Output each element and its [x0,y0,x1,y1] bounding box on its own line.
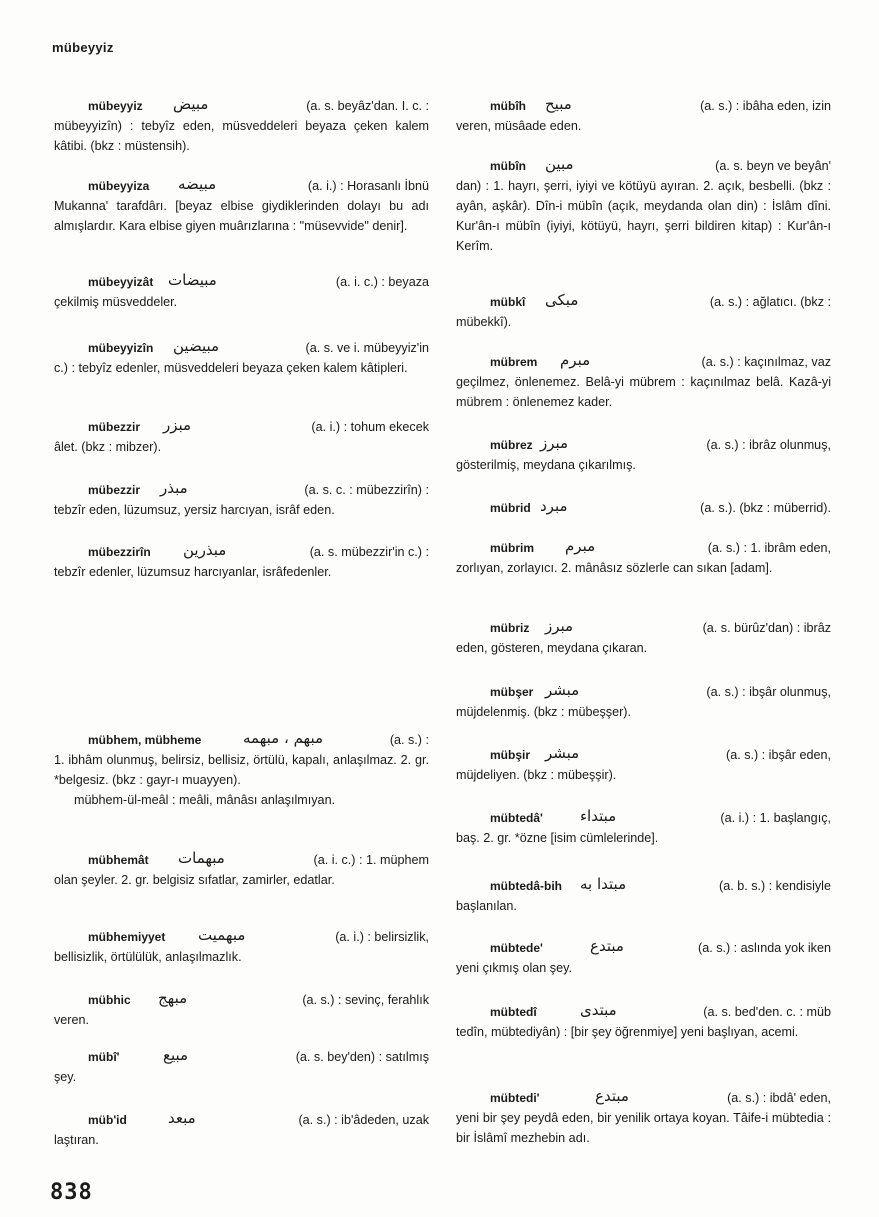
headword: mübrez [490,438,533,452]
headword: mübrem [490,355,538,369]
definition-body: müjdelenmiş. (bkz : mübeşşer). [456,705,631,719]
definition-start: (a. s. beyn ve beyân' [715,159,831,173]
definition-body: gösterilmiş, meydana çıkarılmış. [456,458,636,472]
arabic-script: مبشر [545,744,580,762]
definition-start: (a. s.) : aslında yok iken [698,941,831,955]
arabic-script: مبيضين [173,337,220,355]
arabic-script: مبتدع [590,937,624,955]
arabic-script: مبهميت [198,926,246,944]
definition-start: (a. s. ve i. mübeyyiz'in [305,341,429,355]
dictionary-entry [54,542,429,582]
dictionary-entry [456,618,831,658]
arabic-script: مبتدى [580,1001,617,1019]
definition-body: veren. [54,1013,90,1027]
definition-body: 1. ibhâm olunmuş, belirsiz, bellisiz, örtülü, kapalı, anlaşılmaz. 2. gr. *belgesiz. (bkz : gayr-ı muayyen). [54,753,429,787]
definition-start: (a. s. bürûz'dan) : ibrâz [702,621,831,635]
dictionary-entry [54,417,429,457]
definition-body: geçilmez, önlenemez. Belâ-yi mübrem : kaçınılmaz belâ. Kazâ-yi mübrem : önlenemez kader. [456,375,831,409]
dictionary-entry [456,498,831,518]
headword: mübezzir [88,420,141,434]
dictionary-entry [456,292,831,332]
dictionary-entry [456,352,831,412]
entry-first-line [456,538,831,558]
arabic-script: مبرد [540,497,568,515]
entry-first-line [54,338,429,358]
dictionary-entry [54,1110,429,1150]
entry-first-line [456,876,831,896]
arabic-script: مبرم [565,537,596,555]
arabic-script: مبكى [545,291,579,309]
entry-first-line [456,938,831,958]
headword: mübeyyiz [88,99,143,113]
entry-first-line [54,417,429,437]
definition-body: dan) : 1. hayrı, şerri, iyiyi ve kötüyü ayıran. 2. açık, besbelli. (bkz : ayân, aşkâr). Dîn-i mübîn (açık, meydanda olan din) : İslâm dîni. Kur'ân-ı mübîn (iyiyi, kötüyü, hayrı, şerri bildiren kitap) : Kur'ân-ı Kerîm. [456,179,831,253]
dictionary-entry [54,1047,429,1087]
arabic-script: مبيضه [178,175,217,193]
definition-body: âlet. (bkz : mibzer). [54,440,162,454]
definition-body: müjdeliyen. (bkz : mübeşşir). [456,768,617,782]
headword: mübeyyiza [88,179,150,193]
entry-first-line [54,927,429,947]
subentry: mübhem-ül-meâl : meâli, mânâsı anlaşılmıyan. [74,793,336,807]
definition-start: (a. s.) : 1. ibrâm eden, [707,541,831,555]
headword: mübkî [490,295,526,309]
definition-body: bellisizlik, örtülülük, anlaşılmazlık. [54,950,242,964]
dictionary-entry [456,1002,831,1042]
definition-start: (a. s.) : ibrâz olunmuş, [706,438,831,452]
headword: mübeyyizîn [88,341,154,355]
definition-start: (a. i.) : belirsizlik, [335,930,429,944]
headword: müb'id [88,1113,127,1127]
dictionary-entry [456,96,831,136]
headword: mübşir [490,748,531,762]
definition-body: Mukanna' tarafdârı. [beyaz elbise giydiklerinden dolayı bu adı almışlardır. Kara elbise giyen muârızlarına : "müsevvide" denir]. [54,199,429,233]
entry-first-line [456,435,831,455]
definition-start: (a. s.) : ib'âdeden, uzak [298,1113,429,1127]
dictionary-entry [456,538,831,578]
entry-first-line [456,498,831,518]
entry-first-line [456,618,831,638]
definition-body: yeni bir şey peydâ eden, bir yenilik ortaya koyan. Tâife-i mübtedia : bir İslâmî mezhebin adı. [456,1111,831,1145]
entry-first-line [54,730,429,750]
dictionary-entry [54,96,429,156]
arabic-script: مبزر [163,416,192,434]
entry-first-line [456,156,831,176]
headword: mübî' [88,1050,120,1064]
headword: mübîh [490,99,526,113]
dictionary-entry [54,990,429,1030]
definition-start: (a. s.) : ibdâ' eden, [727,1091,831,1105]
headword: mübeyyizât [88,275,154,289]
arabic-script: مبهج [158,989,188,1007]
page-number: 838 [50,1180,93,1205]
entry-first-line [54,850,429,870]
arabic-script: مبيض [173,95,209,113]
arabic-script: مبيضات [168,271,217,289]
dictionary-entry [54,338,429,378]
arabic-script: مبشر [545,681,580,699]
dictionary-entry [54,730,429,810]
arabic-script: مبتدا به [580,875,627,893]
definition-body: zorlıyan, zorlayıcı. 2. mânâsız sözlerle can sıkan [adam]. [456,561,773,575]
entry-first-line [456,96,831,116]
headword: mübhemiyyet [88,930,166,944]
definition-start: (a. s.) : sevinç, ferahlık [302,993,429,1007]
definition-body: tebzîr eden, lüzumsuz, yersiz harcıyan, isrâf eden. [54,503,335,517]
entry-first-line [456,292,831,312]
dictionary-entry [54,176,429,236]
definition-start: (a. s. c. : mübezzirîn) : [304,483,429,497]
dictionary-entry [456,745,831,785]
arabic-script: مبرز [540,434,569,452]
headword: mübhem, mübheme [88,733,202,747]
arabic-script: مبين [545,155,574,173]
arabic-script: مبيح [545,95,572,113]
headword: mübhemât [88,853,149,867]
entry-first-line [54,1047,429,1067]
definition-start: (a. b. s.) : kendisiyle [719,879,831,893]
headword: mübhic [88,993,131,1007]
dictionary-entry [456,156,831,256]
definition-body: eden, gösteren, meydana çıkaran. [456,641,648,655]
entry-first-line [54,480,429,500]
definition-body: baş. 2. gr. *özne [isim cümlelerinde]. [456,831,659,845]
headword: mübtedâ-bih [490,879,562,893]
definition-start: (a. s. mübezzir'in c.) : [309,545,429,559]
entry-first-line [54,1110,429,1130]
headword: mübîn [490,159,526,173]
running-head: mübeyyiz [52,40,114,55]
dictionary-entry [456,682,831,722]
definition-start: (a. s.) : kaçınılmaz, vaz [701,355,831,369]
headword: mübezzir [88,483,141,497]
definition-body: c.) : tebyîz edenler, müsveddeleri beyaza çeken kalem kâtipleri. [54,361,408,375]
definition-start: (a. i. c.) : beyaza [335,275,429,289]
headword: mübrim [490,541,535,555]
headword: mübezzirîn [88,545,151,559]
headword: mübrid [490,501,531,515]
headword: mübtedî [490,1005,537,1019]
definition-start: (a. s.) : ibşâr eden, [726,748,831,762]
definition-start: (a. s.). (bkz : müberrid). [700,501,831,515]
headword: mübtedi' [490,1091,540,1105]
headword: mübtedâ' [490,811,543,825]
entry-first-line [54,176,429,196]
dictionary-entry [54,850,429,890]
definition-body: laştıran. [54,1133,99,1147]
entry-first-line [456,682,831,702]
definition-start: (a. s. bed'den. c. : müb [703,1005,831,1019]
dictionary-entry [54,480,429,520]
definition-start: (a. s.) : ibâha eden, izin [700,99,831,113]
dictionary-entry [456,876,831,916]
arabic-script: مبعد [168,1109,196,1127]
definition-body: çekilmiş müsveddeler. [54,295,178,309]
headword: mübşer [490,685,534,699]
arabic-script: مبتدع [595,1087,629,1105]
definition-start: (a. i.) : tohum ekecek [311,420,429,434]
entry-first-line [456,352,831,372]
definition-body: mübekkî). [456,315,512,329]
dictionary-entry [54,927,429,967]
headword: mübriz [490,621,530,635]
definition-start: (a. s.) : ağlatıcı. (bkz : [709,295,831,309]
definition-body: şey. [54,1070,77,1084]
arabic-script: مبذرين [183,541,227,559]
entry-first-line [54,542,429,562]
entry-first-line [456,1002,831,1022]
definition-start: (a. s. bey'den) : satılmış [295,1050,429,1064]
definition-body: mübeyyizîn) : tebyîz eden, müsveddeleri beyaza çeken kalem kâtibi. (bkz : müstensih). [54,119,429,153]
arabic-script: مبذر [160,479,188,497]
dictionary-entry [456,938,831,978]
arabic-script: مبهمات [178,849,225,867]
definition-body: başlanılan. [456,899,517,913]
definition-start: (a. i. c.) : 1. müphem [313,853,429,867]
definition-start: (a. s.) : ibşâr olunmuş, [706,685,831,699]
dictionary-entry [456,435,831,475]
headword: mübtede' [490,941,543,955]
definition-start: (a. i.) : Horasanlı İbnü [307,179,429,193]
arabic-script: مبهم ، مبهمه [243,729,324,747]
dictionary-entry [54,272,429,312]
arabic-script: مبيع [163,1046,189,1064]
arabic-script: مبرم [560,351,591,369]
definition-body: olan şeyler. 2. gr. belgisiz sıfatlar, zamirler, edatlar. [54,873,335,887]
arabic-script: مبرز [545,617,574,635]
arabic-script: مبتداء [580,807,617,825]
definition-body: tedîn, mübtediyân) : [bir şey öğrenmiye] yeni başlıyan, acemi. [456,1025,799,1039]
dictionary-entry [456,1088,831,1148]
entry-first-line [456,1088,831,1108]
definition-body: veren, müsâade eden. [456,119,582,133]
definition-start: (a. i.) : 1. başlangıç, [720,811,831,825]
dictionary-entry [456,808,831,848]
definition-start: (a. s.) : [389,733,429,747]
definition-body: tebzîr edenler, lüzumsuz harcıyanlar, isrâfedenler. [54,565,332,579]
entry-first-line [456,808,831,828]
entry-first-line [456,745,831,765]
entry-first-line [54,990,429,1010]
entry-first-line [54,272,429,292]
definition-body: yeni çıkmış olan şey. [456,961,572,975]
entry-first-line [54,96,429,116]
definition-start: (a. s. beyâz'dan. I. c. : [306,99,429,113]
